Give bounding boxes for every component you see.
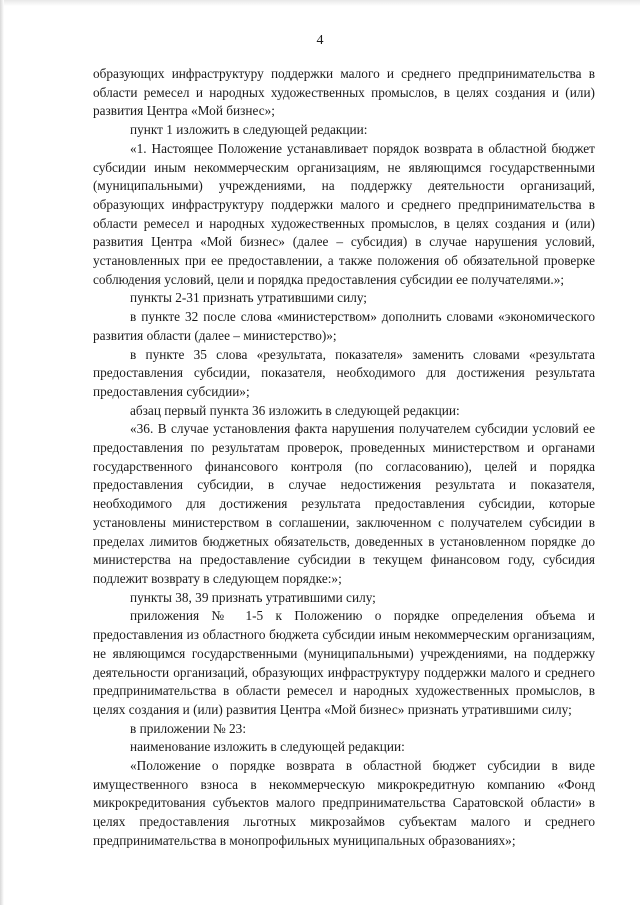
paragraph-continuation: образующих инфраструктуру поддержки малого и среднего предпринимательства в области ремесел и народных художественных промыслов, в целях создания и (или) развития Центра «Мой бизнес»; [93,66,595,119]
paragraph-appendices-1-5: приложения № 1-5 к Положению о порядке определения объема и предоставления из областного бюджета субсидии иным некоммерческим организациям, не являющимся государственными (муниципальными) учреждениями, на поддержку деятельности организаций, образующих инфраструктуру поддержки малого и среднего предпринимательства в области ремесел и народных художественных промыслов, в целях создания и (или) развития Центра «Мой бизнес» признать утратившими силу; [93,608,595,717]
paragraph-item-35: в пункте 35 слова «результата, показателя» заменить словами «результата предоставления субсидии, показателя, необходимого для достижения результата предоставления субсидии»; [93,346,595,399]
scan-edge-left [0,0,4,905]
paragraph-items-38-39: пункты 38, 39 признать утратившими силу; [130,589,376,605]
paragraph-appendix-23: в приложении № 23: [130,720,247,736]
paragraph-item-36-intro: абзац первый пункта 36 изложить в следующей редакции: [130,402,460,418]
paragraph-title-intro: наименование изложить в следующей редакции: [130,739,405,755]
paragraph-item-1-text: «1. Настоящее Положение устанавливает порядок возврата в областной бюджет субсидии иным некоммерческим организациям, не являющимся государственными (муниципальными) учреждениями, на поддержку деятельности организаций, образующих инфраструктуру поддержки малого и среднего предпринимательства в области ремесел и народных художественных промыслов, в целях создания и (или) развития Центра «Мой бизнес» (далее – субсидия) в случае нарушения условий, установленных при ее предоставлении, а также положения об обязательной проверке соблюдения условий, цели и порядка предоставления субсидии ее получателями.»; [93,140,595,287]
paragraph-item-1-intro: пункт 1 изложить в следующей редакции: [130,122,368,138]
scan-edge-top [0,0,640,6]
paragraph-item-32: в пункте 32 после слова «министерством» дополнить словами «экономического развития области (далее – министерство)»; [93,309,595,343]
document-body [93,65,595,851]
paragraph-title-text: «Положение о порядке возврата в областной бюджет субсидии в виде имущественного взноса в некоммерческую микрокредитную компанию «Фонд микрокредитования субъектов малого предпринимательства Саратовской области» в целях предоставления льготных микрозаймов субъектам малого и среднего предпринимательства в монопрофильных муниципальных образованиях»; [93,758,595,848]
page-number: 4 [316,33,324,48]
paragraph-item-36-text: «36. В случае установления факта нарушения получателем субсидии условий ее предоставления по результатам проверок, проведенных министерством и органами государственного финансового контроля (по согласованию), целей и порядка предоставления субсидии, в случае недостижения результата и показателя, необходимого для достижения результата предоставления субсидии, которые установлены министерством в соглашении, заключенном с получателем субсидии в пределах лимитов бюджетных обязательств, доведенных в установленном порядке до министерства на предоставление субсидии в текущем финансовом году, субсидия подлежит возврату в следующем порядке:»; [93,421,595,586]
paragraph-items-2-31: пункты 2-31 признать утратившими силу; [130,290,367,306]
